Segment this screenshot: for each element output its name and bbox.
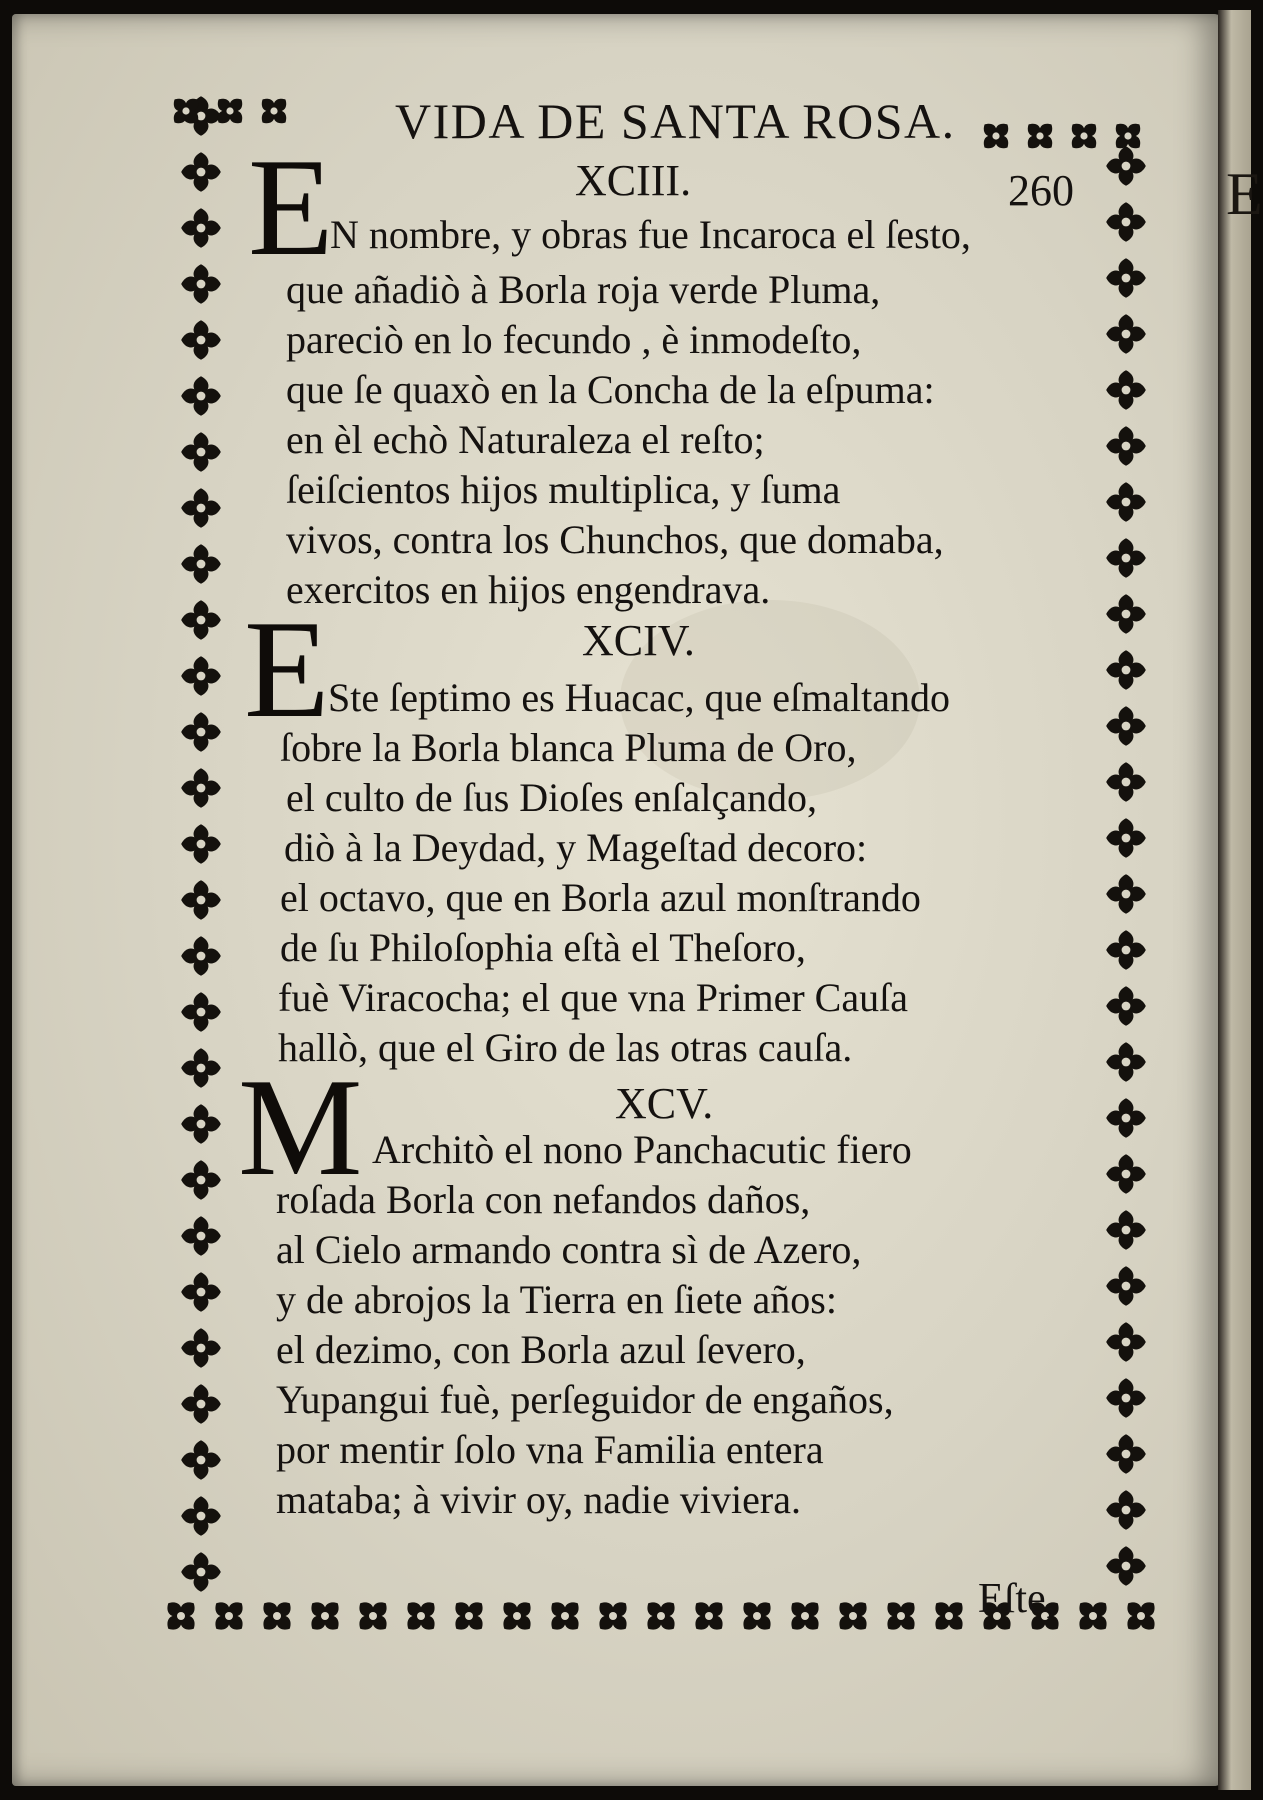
verse-line: Yupangui fuè, perſeguidor de engaños,	[276, 1377, 894, 1422]
verse-line: ſobre la Borla blanca Pluma de Oro,	[280, 725, 857, 770]
drop-cap: M	[238, 1050, 363, 1205]
verse-line: y de abrojos la Tierra en ſiete años:	[276, 1277, 837, 1322]
verse-line: Architò el nono Panchacutic fiero	[372, 1127, 912, 1172]
facing-page-edge	[1218, 10, 1251, 1790]
running-head: VIDA DE SANTA ROSA.	[395, 93, 956, 149]
stanza-number: XCIV.	[582, 616, 695, 665]
verse-line: exercitos en hijos engendrava.	[286, 567, 771, 612]
drop-cap: E	[244, 592, 330, 747]
verse-line: que añadiò à Borla roja verde Pluma,	[286, 267, 881, 312]
verse-line: por mentir ſolo vna Familia entera	[276, 1427, 824, 1472]
verse-line: N nombre, y obras fue Incaroca el ſesto,	[330, 212, 971, 257]
stanza-number: XCIII.	[575, 156, 692, 205]
verse-line: en èl echò Naturaleza el reſto;	[286, 417, 765, 462]
verse-line: al Cielo armando contra sì de Azero,	[276, 1227, 862, 1272]
verse-line: ſeiſcientos hijos multiplica, y ſuma	[286, 467, 841, 512]
verse-line: el dezimo, con Borla azul ſevero,	[276, 1327, 806, 1372]
stanza-number: XCV.	[615, 1079, 714, 1128]
verse-line: el culto de ſus Dioſes enſalçando,	[286, 775, 817, 820]
verse-line: Ste ſeptimo es Huacac, que eſmaltando	[328, 675, 951, 720]
verse-line: vivos, contra los Chunchos, que domaba,	[286, 517, 944, 562]
verse-line: el octavo, que en Borla azul monſtrando	[280, 875, 921, 920]
verse-line: mataba; à vivir oy, nadie viviera.	[276, 1477, 801, 1522]
verse-line: hallò, que el Giro de las otras cauſa.	[278, 1025, 853, 1070]
verse-line: que ſe quaxò en la Concha de la eſpuma:	[286, 367, 935, 412]
page-number: 260	[1008, 166, 1074, 215]
facing-page-letter: E	[1226, 161, 1263, 227]
verse-line: diò à la Deydad, y Mageſtad decoro:	[284, 825, 868, 870]
verse-line: fuè Viracocha; el que vna Primer Cauſa	[278, 975, 908, 1020]
verse-line: roſada Borla con nefandos daños,	[276, 1177, 811, 1222]
verse-line: pareciò en lo fecundo , è inmodeſto,	[286, 317, 862, 362]
catchword: Eſte,	[978, 1576, 1057, 1622]
verse-line: de ſu Philoſophia eſtà el Theſoro,	[280, 925, 806, 970]
drop-cap: E	[248, 130, 334, 285]
